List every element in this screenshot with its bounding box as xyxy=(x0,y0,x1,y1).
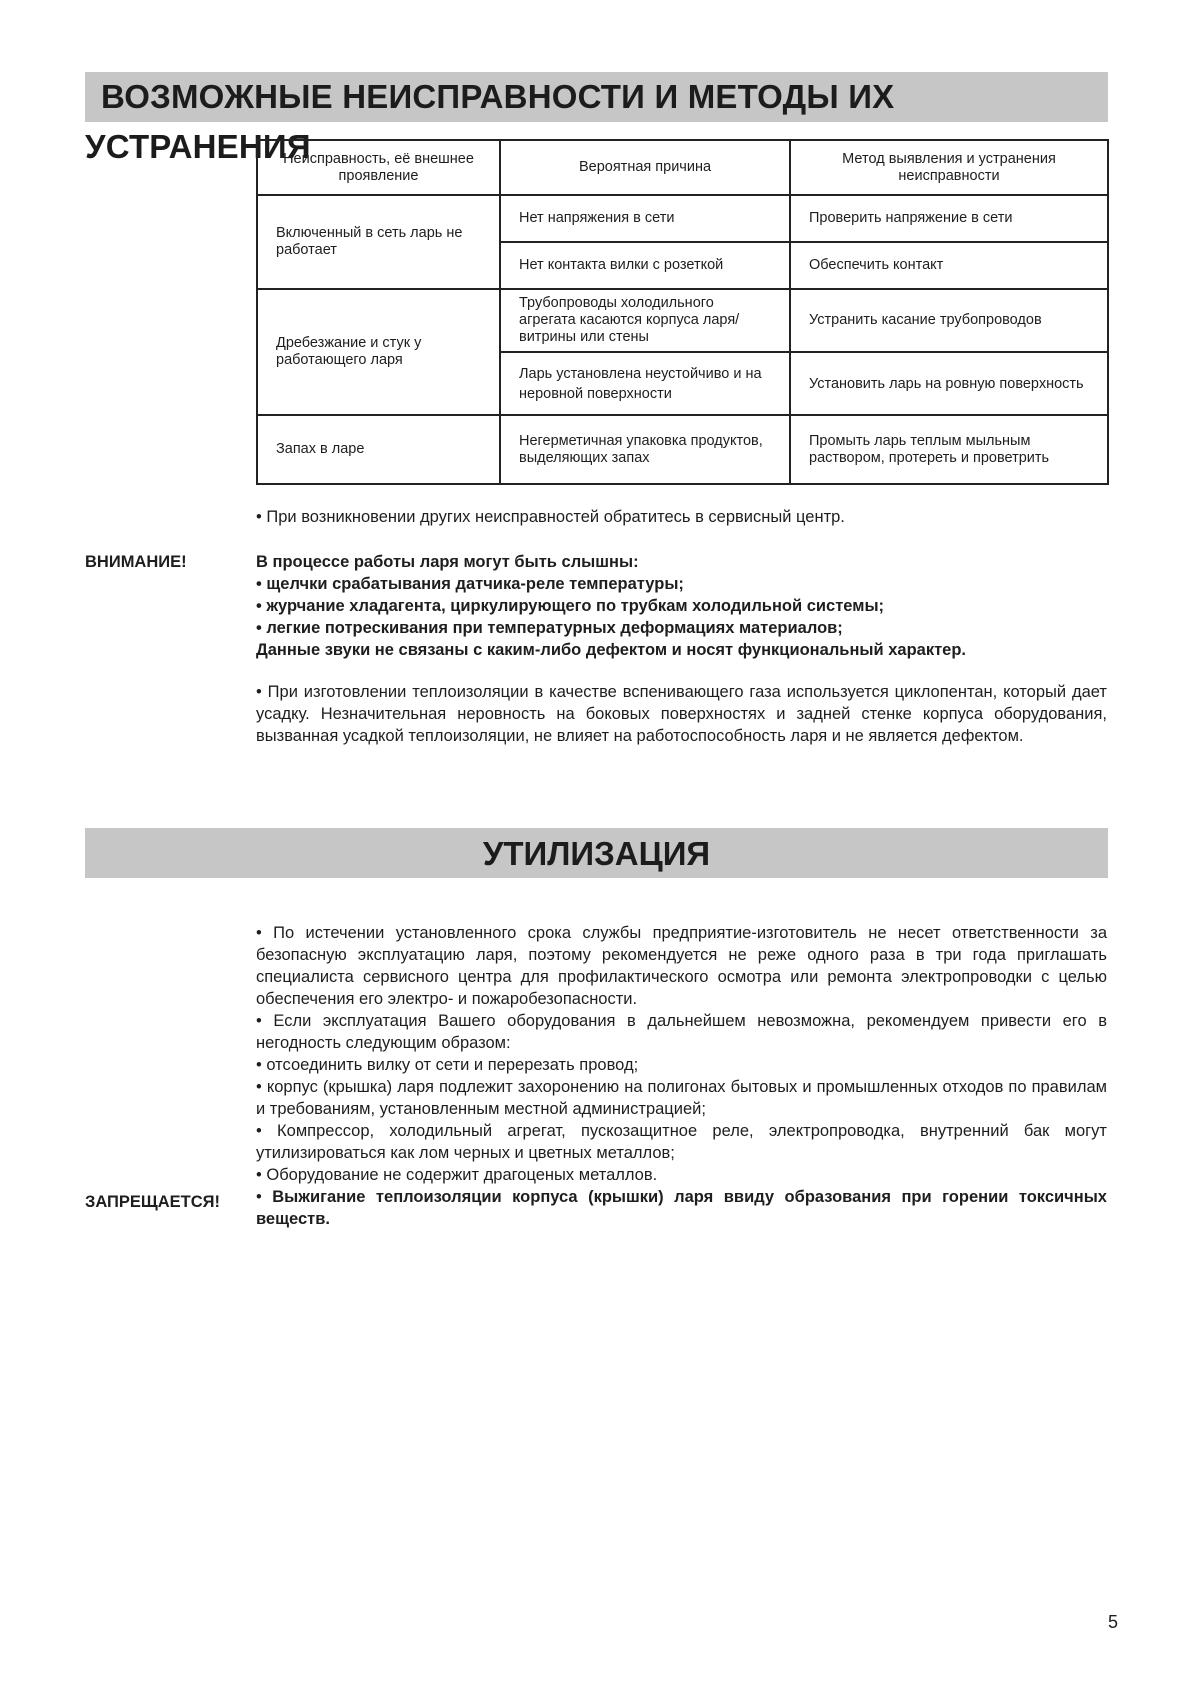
method-cell: Установить ларь на ровную поверхность xyxy=(790,352,1108,415)
header-cause: Вероятная причина xyxy=(500,140,790,195)
cause-cell: Негерметичная упаковка продуктов, выделяющих запах xyxy=(500,415,790,484)
disposal-paragraph: • Оборудование не содержит драгоценых металлов. xyxy=(256,1166,658,1184)
table-row xyxy=(257,289,1108,352)
disposal-paragraph: • отсоединить вилку от сети и перерезать провод; xyxy=(256,1056,639,1074)
forbidden-label: ЗАПРЕЩАЕТСЯ! xyxy=(85,1193,220,1211)
cause-cell: Ларь установлена неустойчиво и на неровной поверхности xyxy=(500,352,790,415)
disposal-paragraph: • Компрессор, холодильный агрегат, пускозащитное реле, электропроводка, внутренний бак могут утилизироваться как лом черных и цветных металлов; xyxy=(256,1122,1107,1162)
service-note: • При возникновении других неисправностей обратитесь в сервисный центр. xyxy=(256,508,845,526)
cause-cell: Трубопроводы холодильного агрегата касаются корпуса ларя/ витрины или стены xyxy=(500,289,790,352)
attention-line: Данные звуки не связаны с каким-либо дефектом и носят функциональный характер. xyxy=(256,641,967,659)
table-row xyxy=(257,415,1108,484)
section-title-troubleshooting: ВОЗМОЖНЫЕ НЕИСПРАВНОСТИ И МЕТОДЫ ИХ УСТРАНЕНИЯ xyxy=(85,72,1108,122)
disposal-paragraph: • корпус (крышка) ларя подлежит захоронению на полигонах бытовых и промышленных отходов по правилам и требованиям, установленным местной администрацией; xyxy=(256,1078,1107,1118)
cause-cell: Нет контакта вилки с розеткой xyxy=(500,242,790,289)
method-cell: Обеспечить контакт xyxy=(790,242,1108,289)
attention-label: ВНИМАНИЕ! xyxy=(85,553,187,571)
disposal-paragraph: • По истечении установленного срока службы предприятие-изготовитель не несет ответственности за безопасную эксплуатацию ларя, поэтому рекомендуется не реже одного раза в три года приглашать специалиста сервисного центра для профилактического осмотра или ремонта электропроводки с целью обеспечения его электро- и пожаробезопасности. xyxy=(256,924,1107,1008)
table-header-row xyxy=(257,140,1108,195)
table-row xyxy=(257,195,1108,242)
forbidden-bullet: • xyxy=(256,1188,273,1206)
disposal-block xyxy=(256,922,1107,1230)
fault-cell: Запах в ларе xyxy=(257,415,500,484)
attention-line: В процессе работы ларя могут быть слышны: xyxy=(256,553,639,571)
method-cell: Проверить напряжение в сети xyxy=(790,195,1108,242)
forbidden-text: Выжигание теплоизоляции корпуса (крышки) ларя ввиду образования при горении токсичных веществ. xyxy=(256,1188,1107,1228)
attention-line: • щелчки срабатывания датчика-реле температуры; xyxy=(256,575,684,593)
cause-cell: Нет напряжения в сети xyxy=(500,195,790,242)
attention-line: • легкие потрескивания при температурных деформациях материалов; xyxy=(256,619,843,637)
fault-cell: Дребезжание и стук у работающего ларя xyxy=(257,289,500,415)
forbidden-paragraph xyxy=(256,1186,1107,1230)
header-fault: Неисправность, её внешнее проявление xyxy=(257,140,500,195)
troubleshooting-table xyxy=(256,139,1109,485)
method-cell: Промыть ларь теплым мыльным раствором, протереть и проветрить xyxy=(790,415,1108,484)
page-number: 5 xyxy=(1108,1612,1119,1632)
disposal-paragraph: • Если эксплуатация Вашего оборудования в дальнейшем невозможна, рекомендуем привести его в негодность следующим образом: xyxy=(256,1012,1107,1052)
method-cell: Устранить касание трубопроводов xyxy=(790,289,1108,352)
fault-cell: Включенный в сеть ларь не работает xyxy=(257,195,500,289)
insulation-note: • При изготовлении теплоизоляции в качестве вспенивающего газа используется циклопентан, который дает усадку. Незначительная неровность на боковых поверхностях и задней стенке корпуса оборудования, вызванная усадкой теплоизоляции, не влияет на работоспособность ларя и не является дефектом. xyxy=(256,683,1107,745)
header-method: Метод выявления и устранения неисправности xyxy=(790,140,1108,195)
section-title-disposal: УТИЛИЗАЦИЯ xyxy=(85,828,1108,878)
attention-block xyxy=(256,551,1107,661)
attention-line: • журчание хладагента, циркулирующего по трубкам холодильной системы; xyxy=(256,597,885,615)
